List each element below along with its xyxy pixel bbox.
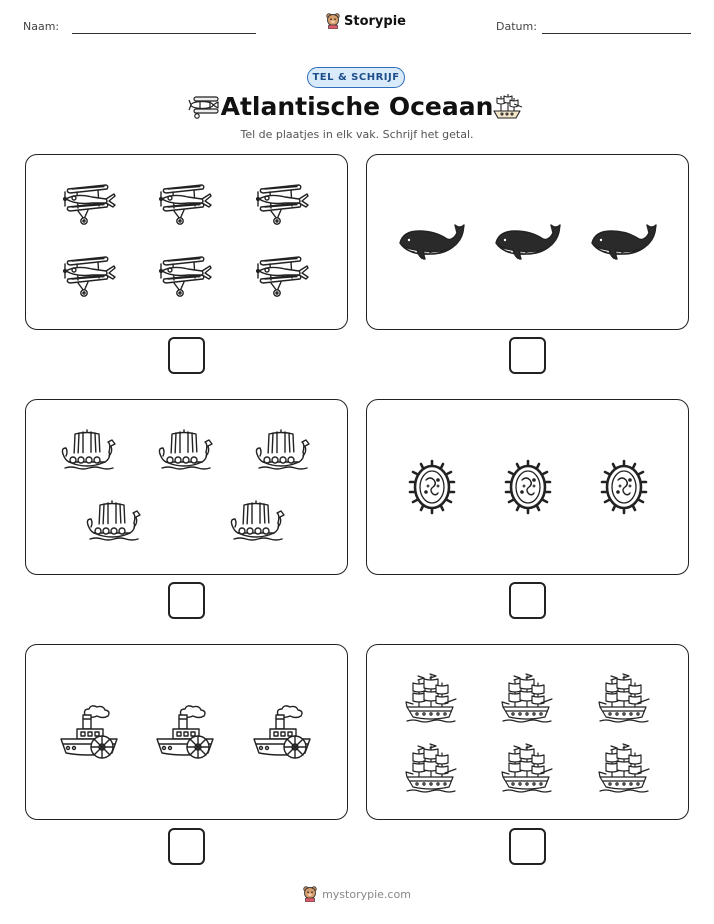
brand-name: Storypie xyxy=(344,13,406,29)
answer-box-1[interactable] xyxy=(168,337,205,374)
footer xyxy=(0,886,714,902)
plankton-cell-icon xyxy=(503,458,553,516)
galleon-icon xyxy=(598,673,650,725)
answer-box-3[interactable] xyxy=(168,582,205,619)
counting-panel-4 xyxy=(366,399,689,575)
biplane-icon xyxy=(158,253,214,299)
answer-box-5[interactable] xyxy=(168,828,205,865)
answer-box-4[interactable] xyxy=(509,582,546,619)
steamboat-icon xyxy=(57,703,123,763)
counting-panel-3 xyxy=(25,399,348,575)
galleon-icon xyxy=(598,743,650,795)
viking-ship-icon xyxy=(86,497,142,545)
plankton-cell-icon xyxy=(407,458,457,516)
activity-badge: TEL & SCHRIJF xyxy=(307,67,405,88)
viking-ship-icon xyxy=(61,426,117,474)
steamboat-icon xyxy=(153,703,219,763)
page-title: Atlantische Oceaan xyxy=(220,92,494,121)
whale-icon xyxy=(589,219,659,263)
name-line[interactable] xyxy=(72,33,256,34)
bear-logo-icon xyxy=(303,886,317,902)
steamboat-icon xyxy=(250,703,316,763)
biplane-icon xyxy=(255,181,311,227)
viking-ship-icon xyxy=(255,426,311,474)
biplane-icon xyxy=(62,181,118,227)
footer-url[interactable]: mystorypie.com xyxy=(322,887,411,901)
date-line[interactable] xyxy=(542,33,691,34)
counting-panel-6 xyxy=(366,644,689,820)
bear-logo-icon xyxy=(326,13,340,29)
whale-icon xyxy=(397,219,467,263)
name-label: Naam: xyxy=(23,20,60,33)
counting-panel-5 xyxy=(25,644,348,820)
answer-box-6[interactable] xyxy=(509,828,546,865)
biplane-icon xyxy=(255,253,311,299)
biplane-icon xyxy=(158,181,214,227)
galleon-icon xyxy=(501,673,553,725)
biplane-icon xyxy=(62,253,118,299)
galleon-icon xyxy=(491,92,523,122)
instruction-text: Tel de plaatjes in elk vak. Schrijf het getal. xyxy=(240,128,474,141)
galleon-icon xyxy=(405,743,457,795)
viking-ship-icon xyxy=(158,426,214,474)
plankton-cell-icon xyxy=(599,458,649,516)
date-label: Datum: xyxy=(496,20,537,33)
viking-ship-icon xyxy=(230,497,286,545)
galleon-icon xyxy=(501,743,553,795)
whale-icon xyxy=(493,219,563,263)
answer-box-2[interactable] xyxy=(509,337,546,374)
brand-logo xyxy=(326,13,406,29)
counting-panel-1 xyxy=(25,154,348,330)
galleon-icon xyxy=(405,673,457,725)
counting-panel-2 xyxy=(366,154,689,330)
